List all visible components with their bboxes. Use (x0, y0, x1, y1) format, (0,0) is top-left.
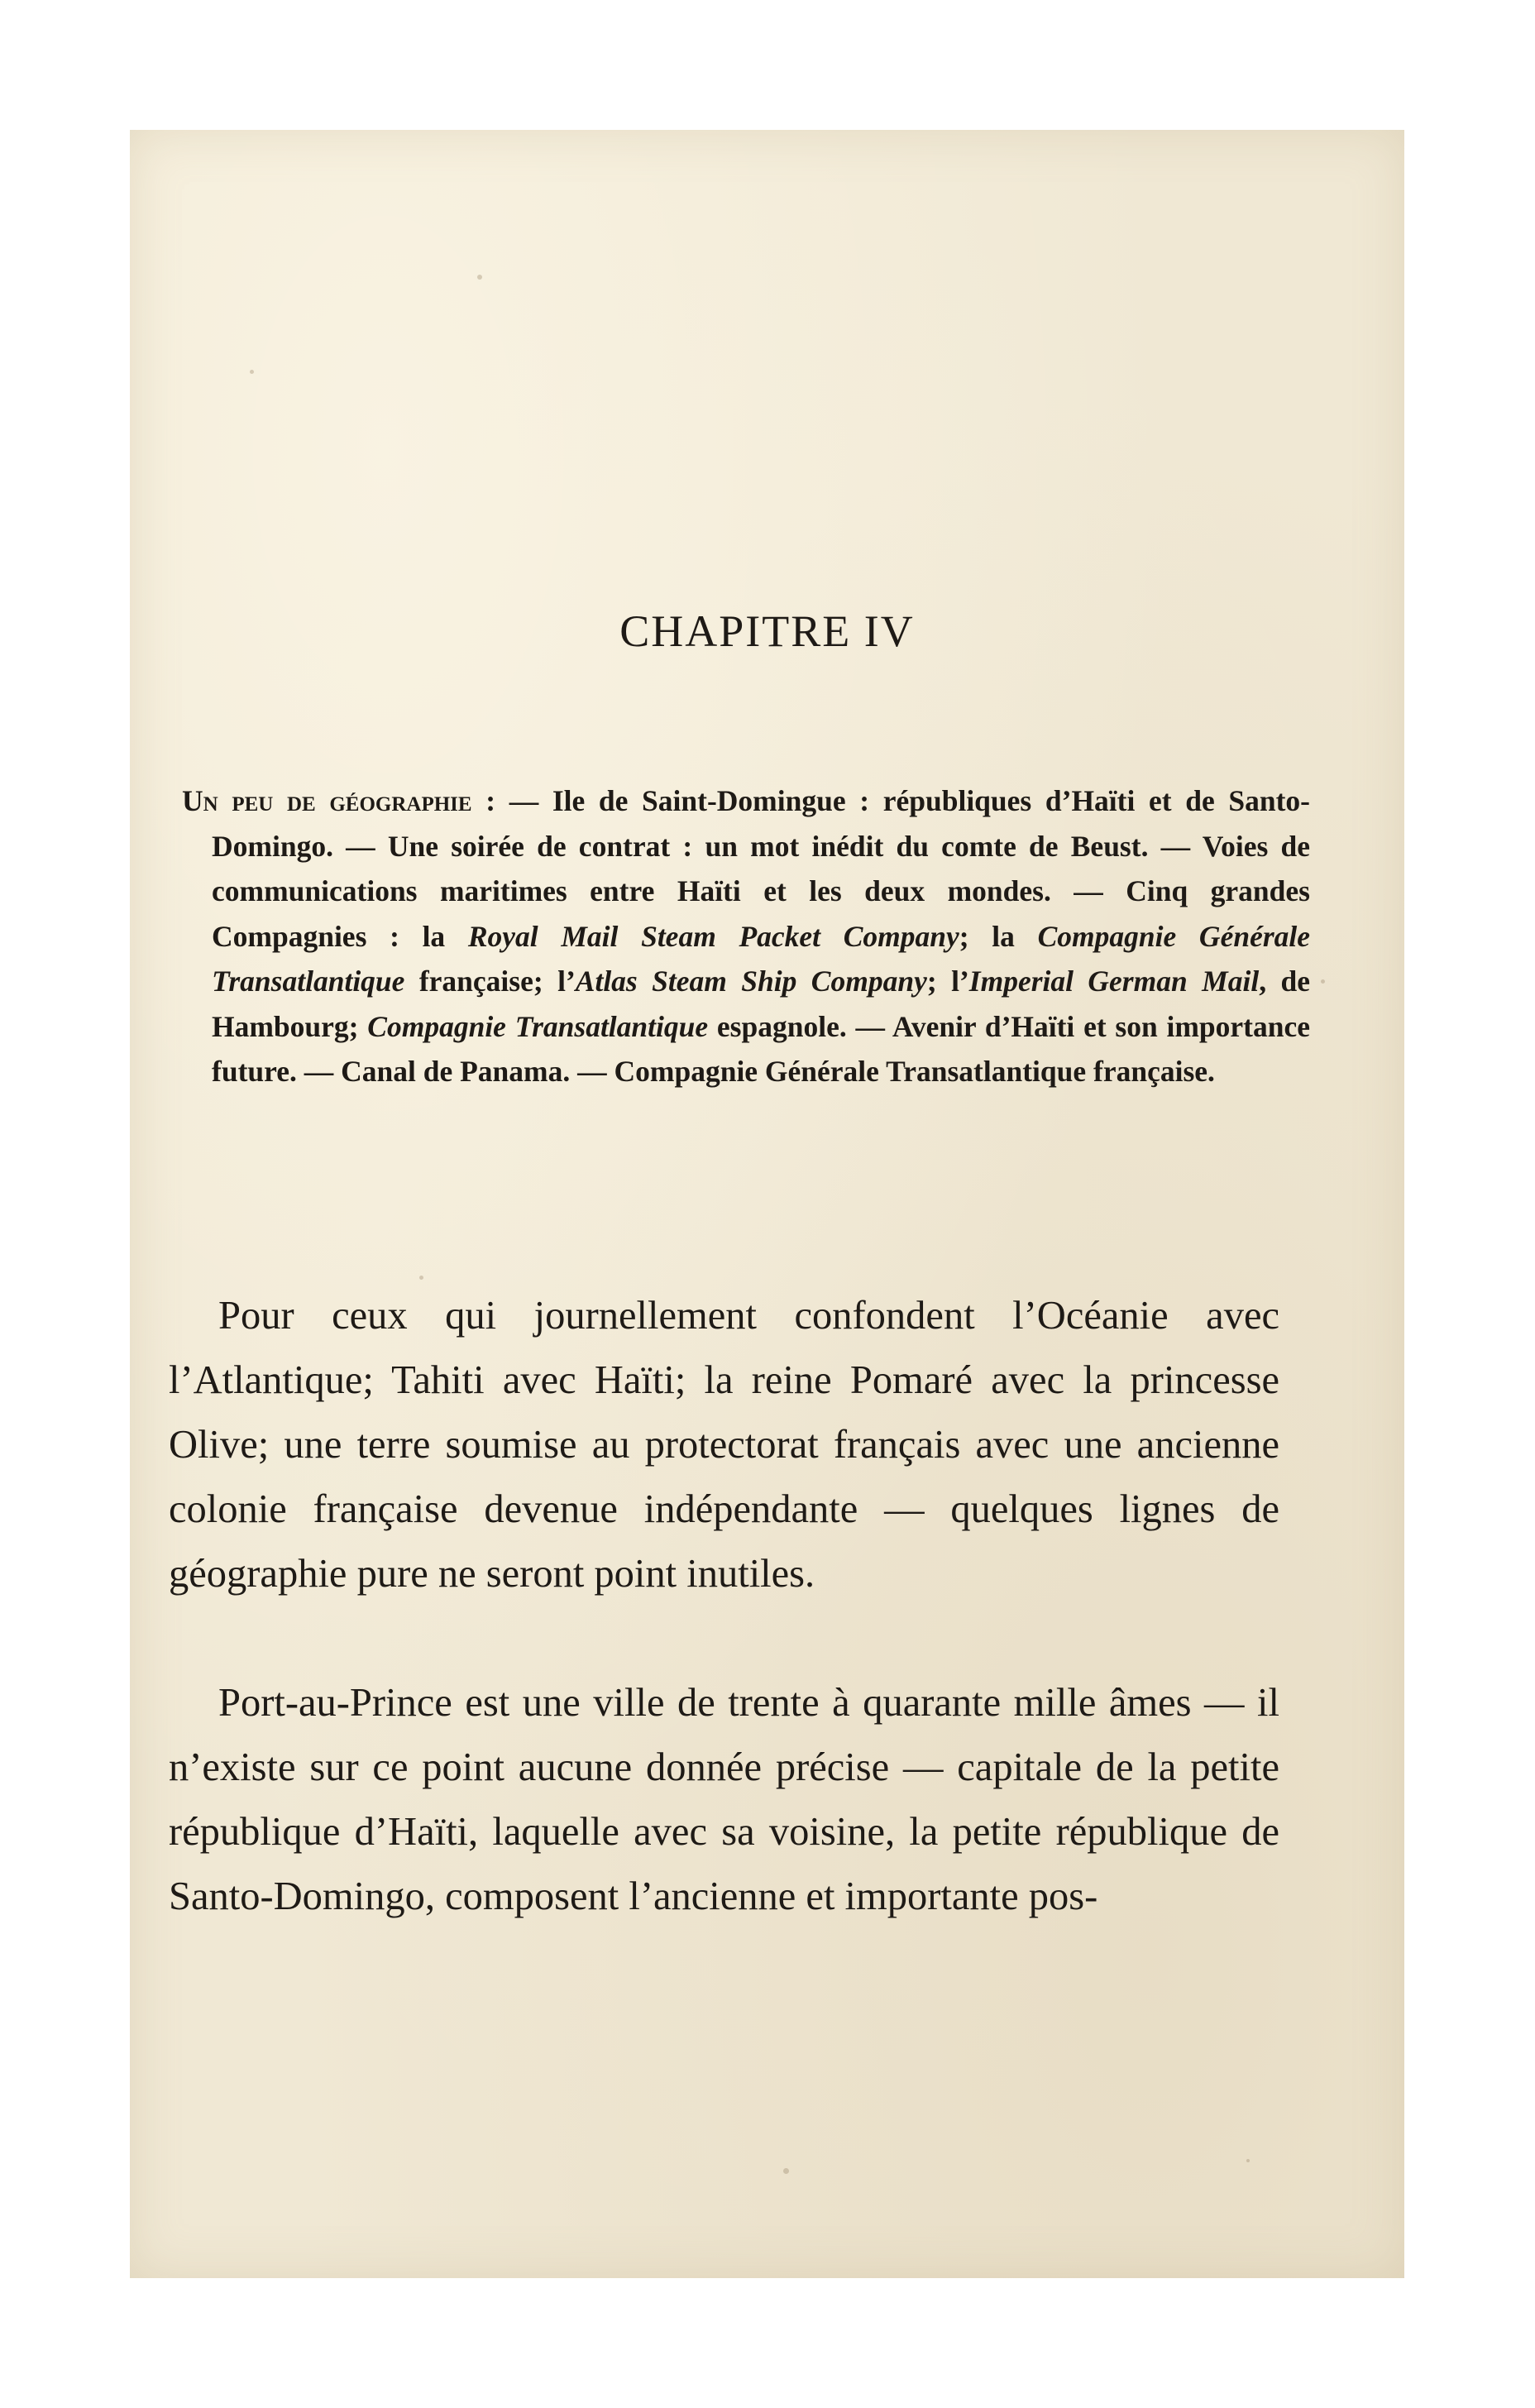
chapter-title: CHAPITRE IV (619, 606, 915, 656)
summary-text: espagnole. — Avenir d’Haïti et son importance future. — Canal de Panama. — Compagnie Générale Transatlantique française. (212, 1009, 1311, 1088)
summary-text: ; la (959, 919, 1038, 953)
summary-imperial: Imperial German Mail (968, 965, 1260, 998)
summary-royal-mail: Royal Mail Steam Packet Company (467, 919, 959, 953)
body-paragraph-1: Pour ceux qui journellement confondent l’Océanie avec l’Atlantique; Tahiti avec Haïti; la reine Pomaré avec la princesse Olive; une terre soumise au protectorat français avec une ancienne colonie française devenue indépendante — quelques lignes de géographie pure ne seront point inutiles. (169, 1294, 1279, 1596)
summary-compania: Compagnie Transatlantique (367, 1009, 709, 1043)
summary-text: ; l’ (926, 965, 969, 998)
paper-speck (250, 370, 254, 374)
summary-cgt: Compagnie Générale Transatlantique (212, 919, 1311, 998)
paper-speck (1246, 2159, 1250, 2162)
body-paragraph-2: Port-au-Prince est une ville de trente à quarante mille âmes — il n’existe sur ce point aucune donnée précise — capitale de la petite république d’Haïti, laquelle avec sa voisine, la petite république de Santo-Domingo, composent l’ancienne et importante pos- (169, 1681, 1279, 1918)
paper-speck (419, 1276, 423, 1280)
summary-text: , de Hambourg; (212, 965, 1310, 1043)
paper-speck (477, 275, 482, 280)
summary-text: : — Ile de Saint-Domingue : républiques d’Haïti et de Santo-Domingo. — Une soirée de contrat : un mot inédit du comte de Beust. — Voies de communications maritimes entre Haïti et les deux mondes. — Cinq grandes Compagnies : la (212, 784, 1310, 953)
summary-atlas: Atlas Steam Ship Company (575, 965, 927, 998)
summary-text: française; l’ (404, 965, 576, 998)
chapter-summary (182, 778, 1310, 1094)
paper-speck (1321, 979, 1325, 984)
summary-lead: Un peu de géographie (182, 784, 472, 817)
paper-speck (783, 2168, 789, 2174)
book-page (130, 130, 1404, 2278)
